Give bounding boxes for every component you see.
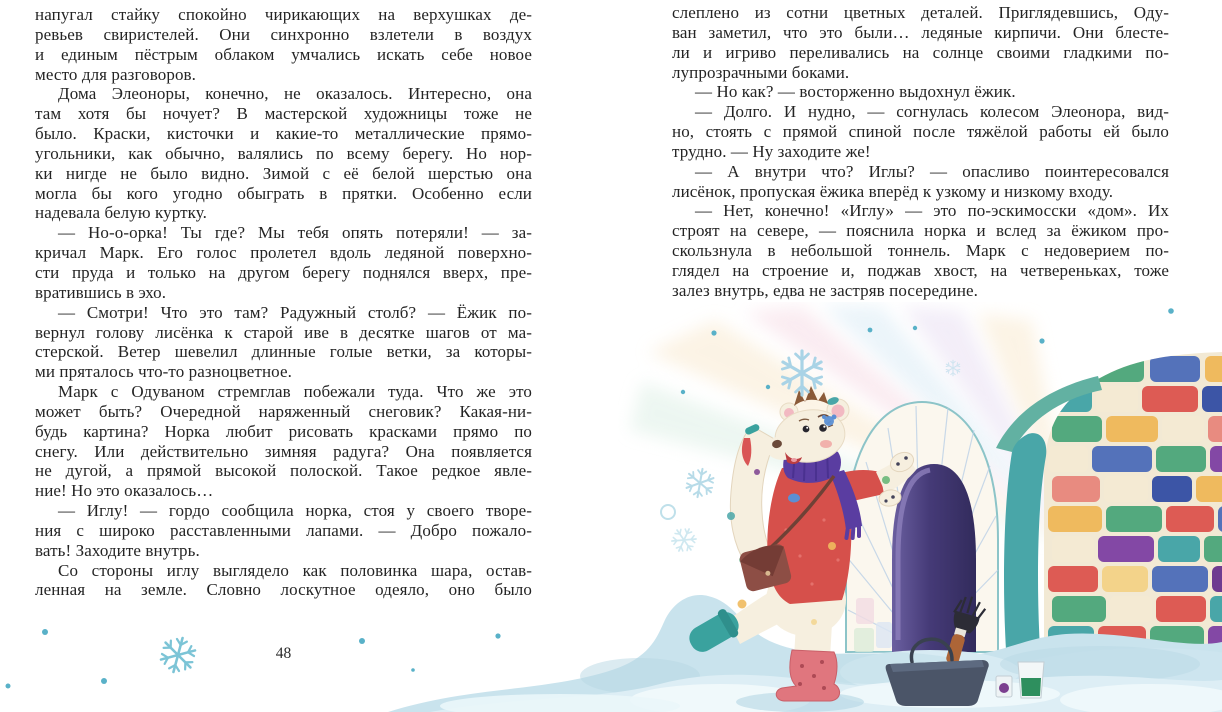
text-line: трудно. — Ну заходите же!	[672, 141, 871, 161]
text-line: ревьев свиристелей. Они синхронно взлетели в воздух	[35, 24, 532, 44]
snowflake-icon	[668, 524, 700, 556]
page-number: 48	[275, 645, 292, 662]
text-line: не дугой, а прямой высокой полоской. Такое редкое явле-	[35, 461, 532, 481]
story-paragraph	[672, 3, 1169, 82]
text-line: вратившись в эхо.	[35, 282, 167, 302]
text-line: ли и игриво переливались на солнце своими гладкими по-	[672, 42, 1169, 62]
igloo-entrance	[846, 402, 998, 652]
text-line: но, стоять с прямой спиной после тяжёлой работы ей было	[672, 122, 1169, 142]
text-line: будь картина? Норка любит рисовать красками прямо по	[35, 421, 532, 441]
text-line: надевала белую куртку.	[35, 203, 208, 223]
text-line: кричал Марк. Его голос пролетел вдоль ледяной поверхно-	[35, 243, 532, 263]
story-paragraph	[35, 84, 532, 223]
text-line: вернул голову лисёнка к старой иве в десятке шагов от ма-	[35, 322, 532, 342]
text-line: — Иглу! — гордо сообщила норка, стоя у своего творе-	[58, 501, 532, 521]
text-line: ние! Но это оказалось…	[35, 481, 214, 501]
text-line: могла бы кого угодно обыграть в прятки. Особенно если	[35, 183, 532, 203]
text-line: слеплено из сотни цветных деталей. Приглядевшись, Оду-	[672, 3, 1169, 22]
text-line: там хотя бы ночует? В мастерской художницы тоже не	[35, 104, 532, 124]
text-line: — Но-о-орка! Ты где? Мы тебя опять потеряли! — за-	[58, 223, 532, 243]
text-line: ми пряталось что-то разноцветное.	[35, 362, 292, 382]
text-line: — Нет, конечно! «Иглу» — это по-эскимосски «дом». Их	[695, 201, 1169, 221]
story-paragraph	[35, 303, 532, 382]
text-line: — Долго. И нудно, — согнулась колесом Элеонора, вид-	[695, 102, 1169, 122]
text-line: лисёнок, пропуская ёжика вперёд к узкому и низкому входу.	[672, 181, 1114, 201]
text-line: Со стороны иглу выглядело как половинка шара, остав-	[58, 560, 532, 580]
text-line: стерской. Ветер шевелил длинные голые ветки, за которы-	[35, 342, 532, 362]
story-paragraph	[35, 223, 532, 302]
story-paragraph	[35, 382, 532, 501]
text-line: сти пруда и только на другом берегу поднялся вверх, пре-	[35, 262, 532, 282]
story-paragraph	[35, 501, 532, 561]
story-paragraph	[672, 102, 1169, 162]
text-line: место для разговоров.	[35, 64, 197, 84]
right-page-text	[672, 3, 1169, 301]
igloo-bricks	[1048, 356, 1222, 682]
text-line: было. Краски, кисточки и какие-то металлические прямо-	[35, 124, 532, 144]
text-line: — А внутри что? Иглы? — опасливо поинтересовался	[695, 161, 1169, 181]
snowflake-icon	[683, 466, 716, 499]
text-line: напугал стайку спокойно чирикающих на верхушках де-	[35, 5, 532, 24]
text-line: ния с широко расставленными лапами. — Добро пожало-	[35, 520, 532, 540]
text-line: скользнула в небольшой тоннель. Марк с недоверием по-	[672, 241, 1169, 261]
text-line: и единым пёстрым облаком умчались искать себе новое	[35, 44, 532, 64]
text-line: Марк с Одуваном стремглав побежали туда. Что же это	[58, 382, 532, 402]
text-line: снегу. Или действительно зимняя радуга? Она появляется	[35, 441, 532, 461]
igloo-teal-band	[1004, 433, 1046, 650]
story-paragraph	[672, 201, 1169, 300]
text-line: ленная на земле. Словно лоскутное одеяло, оно было	[35, 580, 532, 600]
text-line: строят на севере, — пояснила норка и вслед за ёжиком про-	[672, 221, 1169, 241]
text-line: залез внутрь, едва не застряв посередине.	[672, 280, 979, 300]
left-page-text	[35, 5, 532, 600]
text-line: лупрозрачными боками.	[672, 62, 850, 82]
text-line: может быть? Очередной наряженный снеговик? Какая-ни-	[35, 401, 532, 421]
text-line: ван заметил, что это были… ледяные кирпичи. Они блесте-	[672, 22, 1169, 42]
story-paragraph	[672, 82, 1169, 102]
text-line: Дома Элеоноры, конечно, не оказалось. Интересно, она	[58, 84, 532, 104]
text-line: угольники, как обычно, валялись по всему берегу. Но нор-	[35, 143, 532, 163]
text-line: — Смотри! Что это там? Радужный столб? — Ёжик по-	[58, 302, 532, 322]
story-paragraph	[35, 5, 532, 84]
story-paragraph	[672, 162, 1169, 202]
text-line: — Но как? — восторженно выдохнул ёжик.	[695, 82, 1016, 102]
story-paragraph	[35, 561, 532, 601]
text-line: ки нигде не было видно. Зимой с её белой шерстью она	[35, 163, 532, 183]
text-line: глядел на строение и, поджав хвост, на четвереньках, тоже	[672, 260, 1169, 280]
ring-decoration	[661, 505, 675, 519]
text-line: вать! Заходите внутрь.	[35, 540, 200, 560]
